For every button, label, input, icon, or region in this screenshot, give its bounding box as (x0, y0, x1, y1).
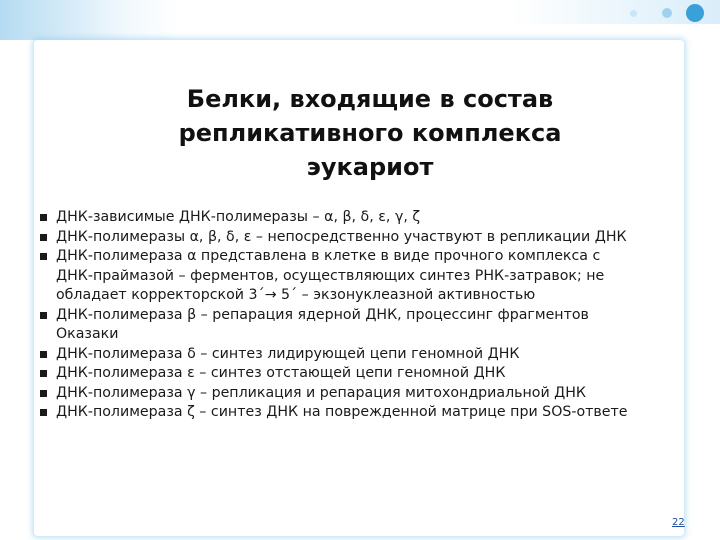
list-item (38, 364, 638, 384)
page-number[interactable]: 22 (672, 517, 685, 528)
bullet-square-icon (40, 390, 47, 397)
bullet-square-icon (40, 253, 47, 260)
bullet-square-icon (40, 370, 47, 377)
bullet-text: ДНК-полимераза ε – синтез отстающей цепи геномной ДНК (56, 365, 506, 381)
list-item (38, 208, 638, 228)
list-item (38, 306, 638, 345)
list-item (38, 345, 638, 365)
bullet-text: ДНК-полимераза β – репарация ядерной ДНК, процессинг фрагментов Оказаки (56, 306, 589, 342)
bullet-text: ДНК-полимераза ζ – синтез ДНК на поврежденной матрице при SOS-ответе (56, 404, 628, 420)
list-item (38, 228, 638, 248)
list-item (38, 403, 638, 423)
bullet-text: ДНК-полимеразы α, β, δ, ε – непосредственно участвуют в репликации ДНК (56, 228, 627, 245)
list-item (38, 247, 638, 306)
bullet-square-icon (40, 214, 47, 221)
decorative-header-left (0, 0, 180, 40)
list-item (38, 384, 638, 404)
bullet-square-icon (40, 312, 47, 319)
bullet-text: ДНК-полимераза γ – репликация и репарация митохондриальной ДНК (56, 384, 587, 401)
slide-title: Белки, входящие в состав репликативного комплекса эукариот (178, 85, 562, 181)
bullet-text: ДНК-полимераза α представлена в клетке в виде прочного комплекса с ДНК-праймазой – ферментов, осуществляющих синтез РНК-затравок; не обладает корректорской 3´→ 5´ – экзонуклеазной активностью (56, 248, 605, 303)
bullet-square-icon (40, 234, 47, 241)
bullet-text: ДНК-полимераза δ – синтез лидирующей цепи геномной ДНК (56, 345, 520, 362)
bullet-list (38, 208, 638, 423)
bullet-square-icon (40, 351, 47, 358)
decorative-dot (630, 10, 637, 17)
bullet-square-icon (40, 409, 47, 416)
bullet-text: ДНК-зависимые ДНК-полимеразы – α, β, δ, ε, γ, ζ (56, 209, 421, 225)
decorative-dot (662, 8, 672, 18)
decorative-dot (686, 4, 704, 22)
